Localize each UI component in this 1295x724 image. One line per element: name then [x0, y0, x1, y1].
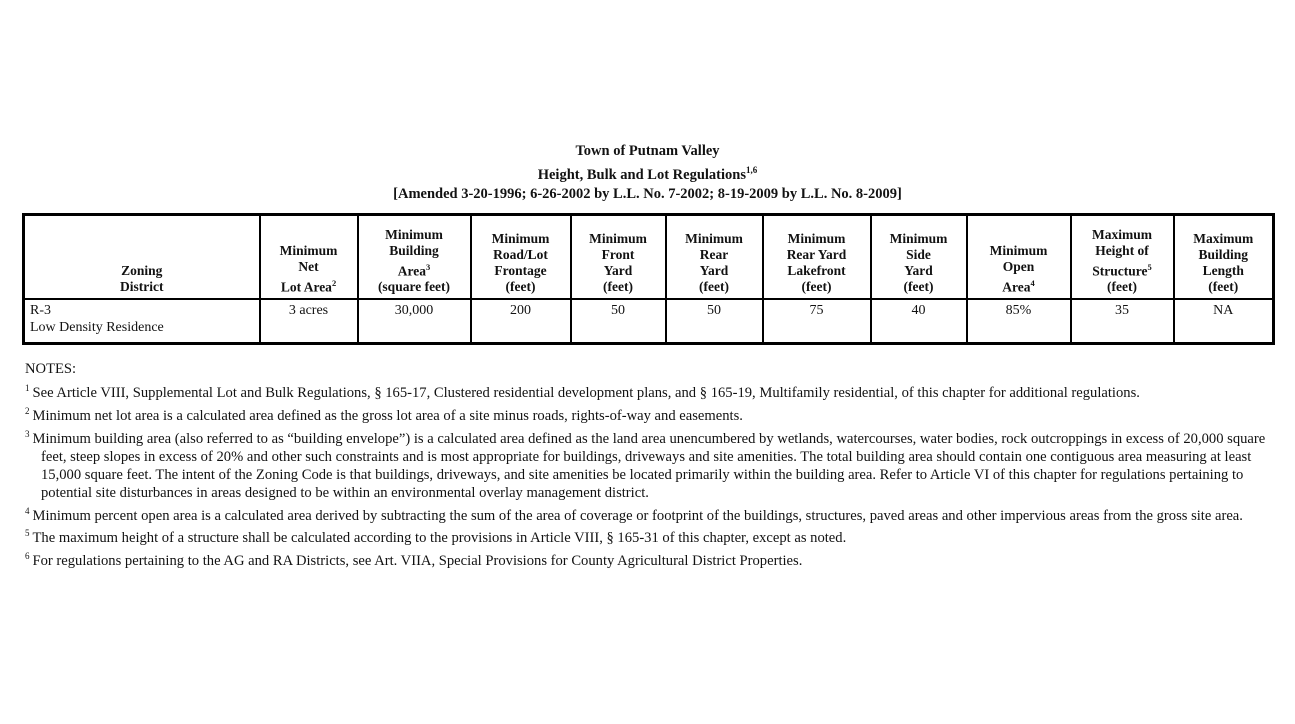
- header-max-height-structure: Maximum Height of Structure$^5$ (feet): [1071, 215, 1174, 300]
- cell-zoning-district: [24, 299, 260, 344]
- header-zoning-district: Zoning District: [24, 215, 260, 300]
- document-title-line1: Town of Putnam Valley: [575, 143, 720, 159]
- footnote-ref-2: 2: [331, 277, 337, 288]
- cell-max-height-structure: 35: [1071, 299, 1174, 344]
- header-min-rear-yard: Minimum Rear Yard (feet): [666, 215, 763, 300]
- footnote-ref-4: 4: [1030, 277, 1035, 288]
- header-min-net-lot-area: Minimum Net Lot Area$^2$: [260, 215, 358, 300]
- note-1: $^1$ See Article VIII, Supplemental Lot and Bulk Regulations, § 165-17, Clustered residential development plans, and § 165-19, Multifamily residential, of this chapter for additional regulations.: [25, 383, 1140, 401]
- note-6: $^6$ For regulations pertaining to the AG and RA Districts, see Art. VIIA, Special Provisions for County Agricultural District Properties.: [25, 551, 803, 570]
- cell-min-net-lot-area: 3 acres: [260, 299, 358, 344]
- cell-min-side-yard: 40: [871, 299, 967, 344]
- document-title-line2: Height, Bulk and Lot Regulations$^{1,6}$: [537, 165, 758, 183]
- header-min-open-area: Minimum Open Area$^4$: [967, 215, 1071, 300]
- header-max-building-length: Maximum Building Length (feet): [1174, 215, 1274, 300]
- cell-max-building-length: NA: [1174, 299, 1274, 344]
- header-min-rear-yard-lakefront: Minimum Rear Yard Lakefront (feet): [763, 215, 871, 300]
- note-2: $^2$ Minimum net lot area is a calculated area defined as the gross lot area of a site minus roads, rights-of-way and easements.: [25, 405, 743, 424]
- document-title-block: [0, 142, 1295, 204]
- note-3: $^3$ Minimum building area (also referred to as “building envelope”) is a calculated area defined as the land area unencumbered by wetlands, watercourses, water bodies, rock outcroppings in excess of 20,000 square feet, steep slopes in excess of 20% and other such constraints and is most appropriate for buildings, driveways and site amenities. The total building area should contain one contiguous area measuring at least 15,000 square feet. The intent of the Zoning Code is that buildings, driveways, and site amenities be located primarily within the building area. Refer to Article VI of this chapter for regulations pertaining to potential site disturbances in areas designed to be within an environmental overlay management district.: [25, 428, 1266, 501]
- document-amended-line: [Amended 3-20-1996; 6-26-2002 by L.L. No. 7-2002; 8-19-2009 by L.L. No. 8-2009]: [393, 185, 902, 202]
- note-4: $^4$ Minimum percent open area is a calculated area derived by subtracting the sum of the area of coverage or footprint of the buildings, structures, paved areas and other impervious areas from the gross site area.: [25, 505, 1243, 524]
- header-min-road-lot-frontage: Minimum Road/Lot Frontage (feet): [471, 215, 571, 300]
- footnote-ref-5: 5: [1147, 261, 1152, 272]
- cell-min-front-yard: 50: [571, 299, 666, 344]
- header-min-building-area: Minimum Building Area$^3$ (square feet): [358, 215, 471, 300]
- cell-min-rear-yard-lakefront: 75: [763, 299, 871, 344]
- title-footnote-refs: 1,6: [746, 165, 758, 175]
- cell-min-rear-yard: 50: [666, 299, 763, 344]
- cell-min-building-area: 30,000: [358, 299, 471, 344]
- notes-section: [25, 360, 1277, 570]
- table-row-r3: [24, 299, 1274, 344]
- cell-min-open-area: 85%: [967, 299, 1071, 344]
- header-min-side-yard: Minimum Side Yard (feet): [871, 215, 967, 300]
- header-min-front-yard: Minimum Front Yard (feet): [571, 215, 666, 300]
- zoning-regulations-table: [22, 213, 1275, 345]
- table-header-row: [24, 215, 1274, 300]
- cell-min-road-lot-frontage: 200: [471, 299, 571, 344]
- district-name: Low Density Residence: [30, 320, 164, 335]
- notes-heading: NOTES:: [25, 361, 77, 377]
- note-5: $^5$ The maximum height of a structure shall be calculated according to the provisions in Article VIII, § 165-31 of this chapter, except as noted.: [25, 528, 847, 547]
- district-code: R-3: [30, 303, 51, 318]
- footnote-ref-3: 3: [426, 261, 431, 272]
